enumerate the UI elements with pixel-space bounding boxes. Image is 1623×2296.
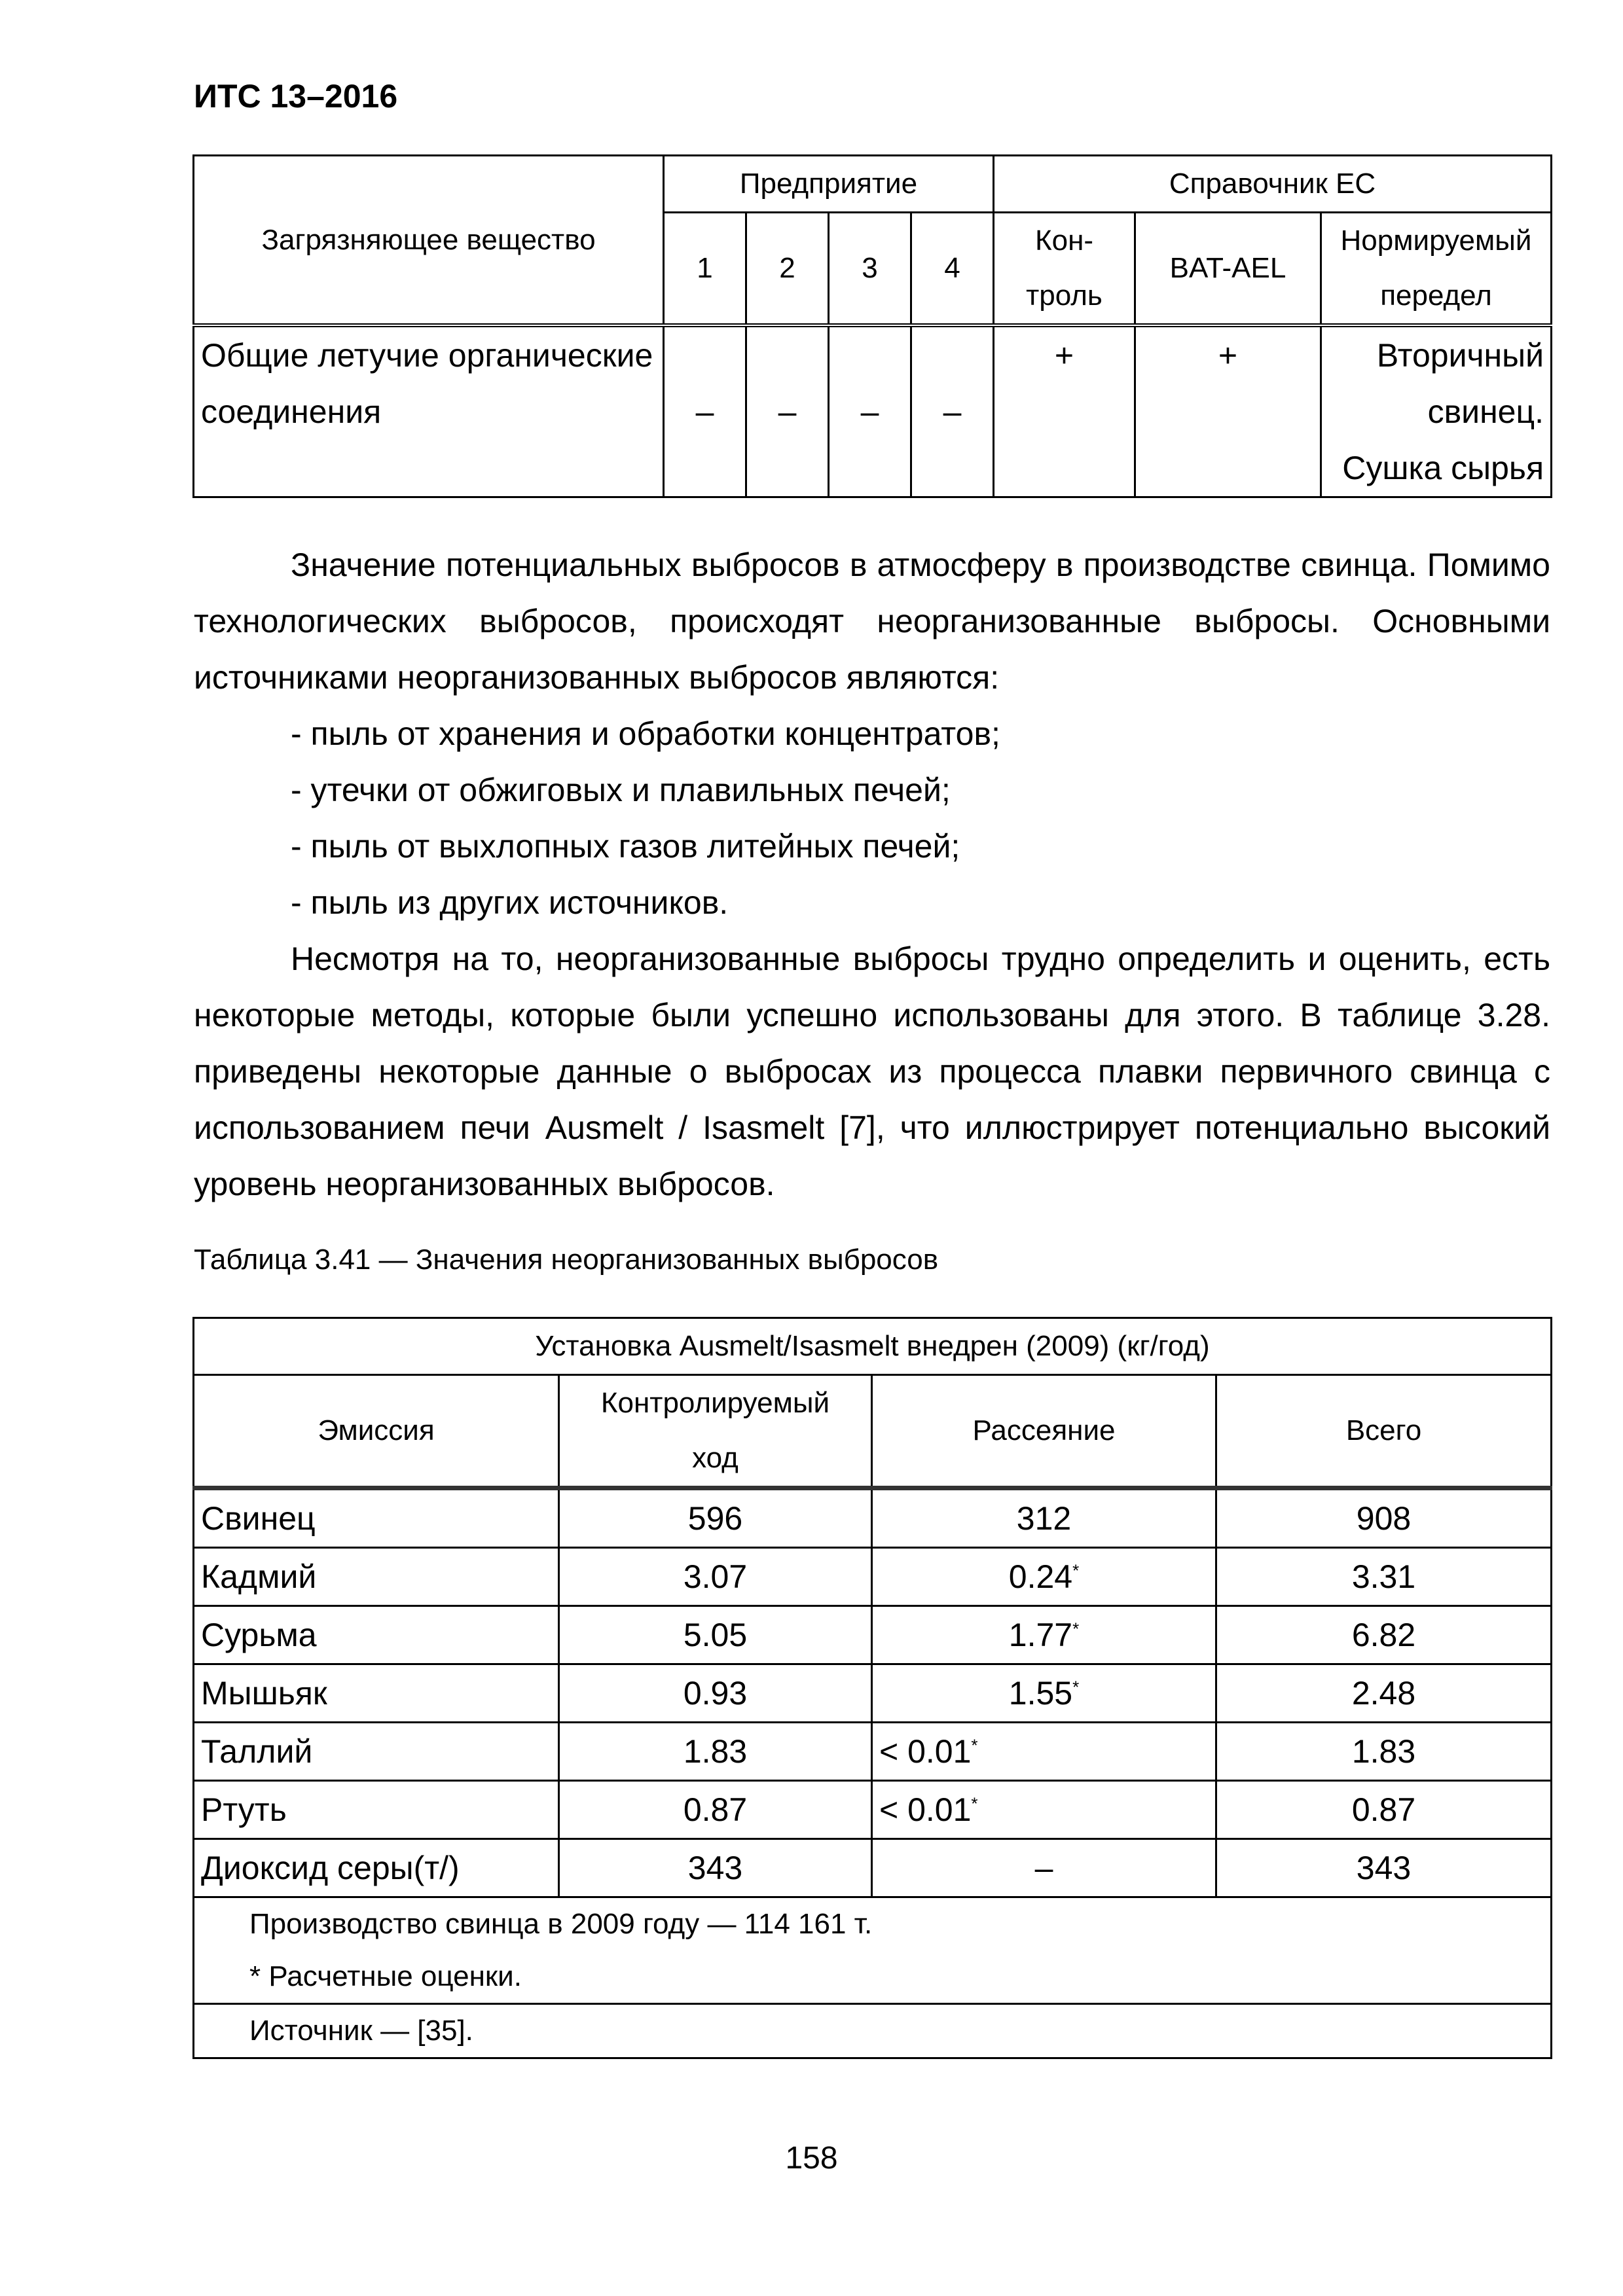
- controlled-value: 0.93: [559, 1664, 872, 1723]
- table-row: [194, 1548, 1552, 1606]
- controlled-value: 5.05: [559, 1606, 872, 1664]
- scatter-value: 312: [872, 1488, 1216, 1548]
- emission-name: Диоксид серы(т/): [194, 1839, 559, 1897]
- header-eu-reference: Справочник ЕС: [994, 156, 1552, 213]
- table-title: Установка Ausmelt/Isasmelt внедрен (2009) (кг/год): [194, 1318, 1552, 1375]
- scatter-value: < 0.01*: [872, 1781, 1216, 1839]
- total-value: 2.48: [1216, 1664, 1552, 1723]
- fugitive-emissions-table: [192, 1317, 1552, 2059]
- controlled-value: 1.83: [559, 1723, 872, 1781]
- row-value-1: –: [664, 325, 746, 497]
- bullet-item: - пыль от выхлопных газов литейных печей;: [291, 828, 960, 865]
- table-row: [194, 1606, 1552, 1664]
- table-caption: Таблица 3.41 — Значения неорганизованных выбросов: [194, 1244, 939, 1276]
- table-row: [194, 1723, 1552, 1781]
- document-header: ИТС 13–2016: [194, 78, 398, 115]
- source-note: Источник — [35].: [194, 2004, 1552, 2058]
- header-bat-ael: BAT-AEL: [1135, 213, 1321, 326]
- total-value: 343: [1216, 1839, 1552, 1897]
- row-bat: +: [1135, 325, 1321, 497]
- scatter-value: 1.77*: [872, 1606, 1216, 1664]
- row-name: Общие летучие органические соединения: [194, 325, 664, 497]
- row-control: +: [994, 325, 1135, 497]
- page-number: 158: [785, 2141, 838, 2176]
- header-enterprise: Предприятие: [664, 156, 994, 213]
- header-total: Всего: [1216, 1375, 1552, 1488]
- total-value: 0.87: [1216, 1781, 1552, 1839]
- row-value-2: –: [746, 325, 829, 497]
- table-row: [194, 1781, 1552, 1839]
- row-value-4: –: [911, 325, 994, 497]
- header-scatter: Рассеяние: [872, 1375, 1216, 1488]
- emission-name: Мышьяк: [194, 1664, 559, 1723]
- controlled-value: 0.87: [559, 1781, 872, 1839]
- production-note: Производство свинца в 2009 году — 114 161 т.: [249, 1908, 873, 1940]
- header-emission: Эмиссия: [194, 1375, 559, 1488]
- row-value-3: –: [829, 325, 911, 497]
- controlled-value: 596: [559, 1488, 872, 1548]
- paragraph-2: Несмотря на то, неорганизованные выбросы трудно определить и оценить, есть некоторые методы, которые были успешно использованы для этого. В таблице 3.28. приведены некоторые данные о выбросах из процесса плавки первичного свинца с использованием печи Ausmelt / Isasmelt [7], что иллюстрирует потенциально высокий уровень неорганизованных выбросов.: [194, 941, 1550, 1202]
- body-text: [194, 537, 1550, 1212]
- scatter-value: –: [872, 1839, 1216, 1897]
- scatter-value: 1.55*: [872, 1664, 1216, 1723]
- controlled-value: 3.07: [559, 1548, 872, 1606]
- emission-name: Ртуть: [194, 1781, 559, 1839]
- header-enterprise-1: 1: [664, 213, 746, 326]
- table-row: [194, 1488, 1552, 1548]
- table-row: [194, 1664, 1552, 1723]
- scatter-value: < 0.01*: [872, 1723, 1216, 1781]
- controlled-value: 343: [559, 1839, 872, 1897]
- table-notes: [194, 1897, 1552, 2004]
- header-controlled: Контролируемый ход: [559, 1375, 872, 1488]
- bullet-item: - утечки от обжиговых и плавильных печей;: [291, 772, 951, 808]
- header-enterprise-2: 2: [746, 213, 829, 326]
- header-enterprise-3: 3: [829, 213, 911, 326]
- paragraph-1: Значение потенциальных выбросов в атмосферу в производстве свинца. Помимо технологических выбросов, происходят неорганизованные выбросы. Основными источниками неорганизованных выбросов являются:: [194, 547, 1550, 696]
- bullet-item: - пыль из других источников.: [291, 884, 729, 921]
- header-control: Кон- троль: [994, 213, 1135, 326]
- header-normalized: Нормируемый передел: [1321, 213, 1552, 326]
- emission-name: Кадмий: [194, 1548, 559, 1606]
- pollutant-table: [192, 154, 1552, 498]
- total-value: 908: [1216, 1488, 1552, 1548]
- total-value: 1.83: [1216, 1723, 1552, 1781]
- bullet-item: - пыль от хранения и обработки концентратов;: [291, 715, 1000, 752]
- total-value: 3.31: [1216, 1548, 1552, 1606]
- table-row: [194, 1839, 1552, 1897]
- header-enterprise-4: 4: [911, 213, 994, 326]
- scatter-value: 0.24*: [872, 1548, 1216, 1606]
- emission-name: Таллий: [194, 1723, 559, 1781]
- emission-name: Свинец: [194, 1488, 559, 1548]
- emission-name: Сурьма: [194, 1606, 559, 1664]
- row-normalized: Вторичный свинец. Сушка сырья: [1321, 325, 1552, 497]
- estimate-note: * Расчетные оценки.: [249, 1960, 522, 1992]
- header-pollutant: Загрязняющее вещество: [194, 156, 664, 326]
- total-value: 6.82: [1216, 1606, 1552, 1664]
